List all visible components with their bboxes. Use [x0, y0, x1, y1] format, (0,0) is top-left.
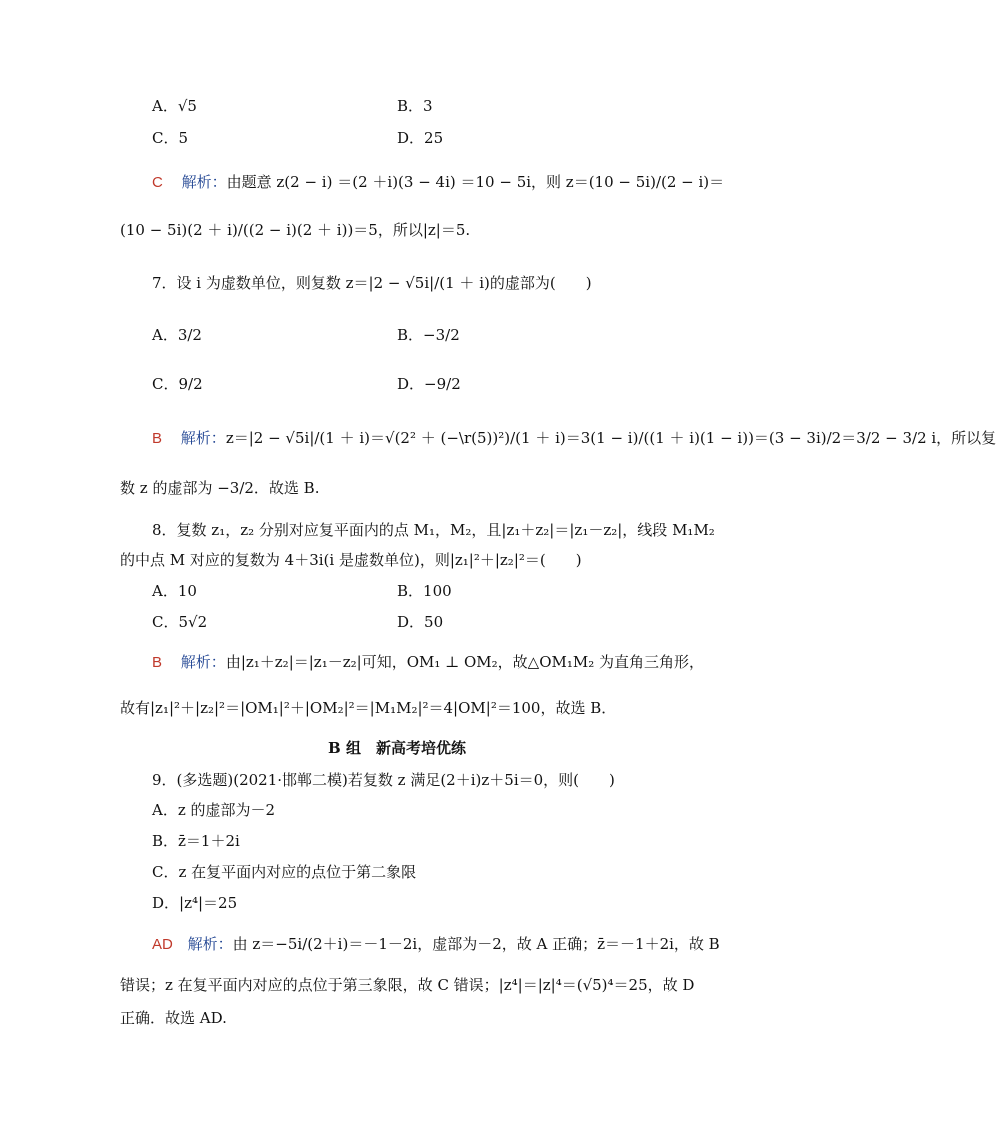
q7-answer: B	[152, 430, 163, 447]
q7-analysis-label: 解析：	[180, 430, 226, 447]
q9-option-a: A．z 的虚部为－2	[152, 801, 276, 819]
q7-solution-line-1	[152, 428, 996, 449]
q9-stem: 9．(多选题)(2021·邯郸二模)若复数 z 满足(2＋i)z＋5i＝0，则( )	[152, 771, 615, 789]
q7-option-b: B．−3/2	[397, 326, 460, 344]
q7-option-c: C．9/2	[152, 375, 203, 393]
q8-solution-line-2: 故有|z₁|²＋|z₂|²＝|OM₁|²＋|OM₂|²＝|M₁M₂|²＝4|OM|²＝100，故选 B．	[120, 699, 617, 717]
q8-solution-line-1	[152, 652, 704, 673]
q7-solution-line-2: 数 z 的虚部为 −3/2．故选 B.	[120, 479, 320, 497]
q6-solution-line-1	[152, 172, 724, 193]
q8-option-a: A．10	[152, 582, 197, 600]
q8-option-c: C．5√2	[152, 613, 208, 631]
q8-option-b: B．100	[397, 582, 452, 600]
q9-solution-line-1	[152, 934, 720, 955]
q8-solution-text-1: 由|z₁＋z₂|＝|z₁－z₂|可知，OM₁ ⊥ OM₂，故△OM₁M₂ 为直角三角形，	[225, 653, 705, 671]
q8-stem-line-2: 的中点 M 对应的复数为 4＋3i(i 是虚数单位)，则|z₁|²＋|z₂|²＝( )	[120, 551, 582, 569]
q9-solution-line-3: 正确．故选 AD.	[120, 1009, 227, 1027]
q6-option-d: D．25	[397, 129, 444, 147]
q7-stem: 7．设 i 为虚数单位，则复数 z＝|2 − √5i|/(1 ＋ i)的虚部为( )	[152, 274, 592, 292]
q6-option-c: C．5	[152, 129, 189, 147]
q9-option-d: D．|z⁴|＝25	[152, 894, 238, 912]
q9-answer: AD	[152, 936, 173, 953]
q9-option-b: B．z̄＝1＋2i	[152, 832, 240, 850]
q7-option-d: D．−9/2	[397, 375, 461, 393]
q6-answer: C	[152, 174, 163, 191]
q7-solution-text-1: z＝|2 − √5i|/(1 ＋ i)＝√(2² ＋ (−\r(5))²)/(1 ＋ i)＝3(1 − i)/((1 ＋ i)(1 − i))＝(3 − 3i)/2＝3/2 − 3/2 i，所以复	[225, 429, 996, 447]
q7-option-a: A．3/2	[152, 326, 202, 344]
q6-solution-line-2: (10 − 5i)(2 ＋ i)/((2 − i)(2 ＋ i))＝5，所以|z|＝5.	[120, 221, 471, 239]
q6-option-b: B．3	[397, 97, 433, 115]
q8-analysis-label: 解析：	[180, 654, 226, 671]
q9-solution-text-1: 由 z＝−5i/(2＋i)＝－1－2i，虚部为－2，故 A 正确；z̄＝－1＋2i，故 B	[232, 935, 720, 953]
q8-option-d: D．50	[397, 613, 444, 631]
q8-stem-line-1: 8．复数 z₁，z₂ 分别对应复平面内的点 M₁，M₂，且|z₁＋z₂|＝|z₁－z₂|，线段 M₁M₂	[152, 521, 715, 539]
q6-analysis-label: 解析：	[181, 174, 227, 191]
q9-option-c: C．z 在复平面内对应的点位于第二象限	[152, 863, 417, 881]
section-title: B 组 新高考培优练	[328, 739, 466, 757]
q6-option-a: A．√5	[152, 97, 197, 115]
q6-solution-text-1: 由题意 z(2 − i) ＝(2 ＋i)(3 − 4i) ＝10 − 5i，则 z＝(10 − 5i)/(2 − i)＝	[226, 173, 725, 191]
q9-analysis-label: 解析：	[187, 936, 233, 953]
q9-solution-line-2: 错误；z 在复平面内对应的点位于第三象限，故 C 错误；|z⁴|＝|z|⁴＝(√5)⁴＝25，故 D	[120, 976, 695, 994]
q8-answer: B	[152, 654, 163, 671]
